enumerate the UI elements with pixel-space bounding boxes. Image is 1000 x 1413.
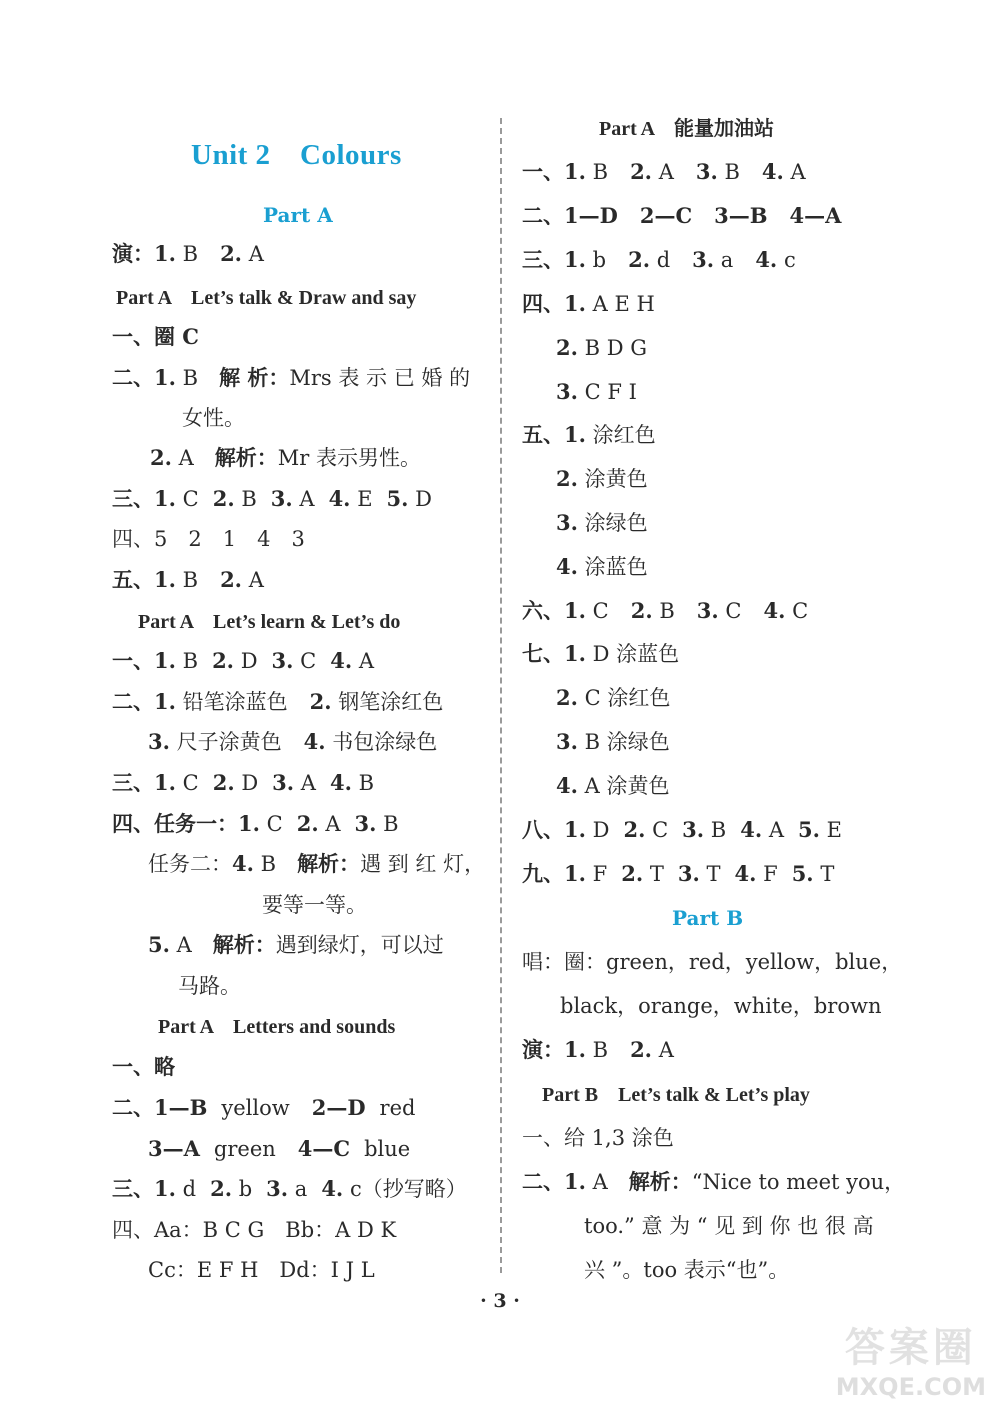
answer: 四、Aa：B C G Bb：A D K	[112, 1218, 397, 1242]
item-number: 1.	[154, 567, 176, 592]
item-number: 4.	[232, 851, 254, 876]
answer-line	[556, 728, 670, 756]
answer-line	[148, 850, 485, 878]
answer: 涂黄色	[584, 467, 648, 491]
item-number: 3.	[556, 379, 578, 404]
item-label: 一、	[112, 648, 154, 673]
answer: b	[238, 1177, 253, 1201]
answer: d	[182, 1177, 197, 1201]
item-number: 1.	[154, 486, 176, 511]
answer: green	[213, 1137, 276, 1161]
item-number: 2.	[621, 861, 644, 886]
answer-line	[112, 485, 432, 513]
item-label: 三、	[522, 247, 564, 272]
answer-line	[522, 860, 834, 888]
item-label: 三、	[112, 486, 154, 511]
section-heading: Part A 能量加油站	[599, 118, 774, 140]
item-label: 七、	[522, 641, 564, 666]
answer-line	[556, 684, 670, 712]
item-number: 2.	[210, 1176, 233, 1201]
analysis-text: 遇 到 红 灯，	[360, 852, 486, 876]
item-number: 4.	[740, 817, 763, 842]
answer: D	[240, 649, 258, 673]
answer: A	[248, 568, 264, 592]
item-number: 1.	[154, 770, 176, 795]
answer-line	[148, 931, 444, 959]
item-number: 1.	[154, 365, 176, 390]
answer-line	[112, 323, 199, 351]
answer: 3—B	[714, 203, 768, 228]
item-number: 4.	[763, 598, 786, 623]
answer: F	[592, 862, 608, 886]
answer: C F I	[584, 380, 637, 404]
answer-line-cont: 女性。	[182, 406, 245, 430]
item-number: 1.	[564, 641, 586, 666]
item-label: 一、	[522, 159, 564, 184]
item-number: 3.	[148, 729, 170, 754]
answer-line	[112, 566, 264, 594]
item-number: 4.	[755, 247, 778, 272]
answer: 四、5 2 1 4 3	[112, 527, 305, 551]
item-label: 四、	[522, 291, 564, 316]
answer: C	[592, 599, 609, 623]
part-a-heading: Part A	[263, 203, 333, 227]
answer-line	[522, 948, 902, 976]
analysis-text: Mrs 表 示 已 婚 的	[289, 366, 471, 390]
item-label: 五、	[522, 422, 564, 447]
watermark-logo	[836, 1316, 986, 1401]
item-number: 3.	[556, 510, 578, 535]
item-label: 三、	[112, 1176, 154, 1201]
part-b-heading: Part B	[672, 906, 744, 930]
item-number: 2.	[150, 445, 172, 470]
item-number: 3.	[677, 861, 700, 886]
answer: C	[725, 599, 742, 623]
item-label: 二、	[522, 203, 564, 228]
answer-line	[112, 769, 374, 797]
answer-line	[112, 1053, 175, 1081]
answer: A	[178, 446, 215, 470]
answer: A	[300, 771, 316, 795]
item-number: 4.	[556, 554, 578, 579]
answer: a	[720, 248, 734, 272]
item-label: 九、	[522, 861, 564, 886]
answer-line-cont: 马路。	[178, 974, 241, 998]
answer: C	[266, 812, 283, 836]
answer: B	[182, 568, 199, 592]
answer-line	[112, 525, 305, 553]
answer-line	[556, 772, 669, 800]
answer: A	[658, 1038, 674, 1062]
item-number: 2.	[309, 689, 332, 714]
item-label: 三、	[112, 770, 154, 795]
answer: 一、圈 C	[112, 324, 200, 349]
analysis-label: 解析：	[628, 1169, 692, 1194]
item-number: 2.	[220, 241, 242, 266]
item-number: 2.	[556, 466, 578, 491]
answer: A	[358, 649, 375, 673]
answer-line	[522, 640, 679, 668]
item-number: 1.	[154, 1176, 176, 1201]
item-number: 1.	[154, 689, 176, 714]
answer-line	[522, 290, 655, 318]
item-number: 4.	[556, 773, 578, 798]
item-number: 4.	[328, 486, 351, 511]
item-number: 2.	[630, 598, 653, 623]
unit-title: Unit 2 Colours	[191, 139, 402, 171]
item-label: 二、	[112, 689, 154, 714]
item-number: 2.	[296, 811, 319, 836]
answer: red	[379, 1096, 416, 1120]
answer-line	[522, 1036, 674, 1064]
answer-line	[112, 1216, 396, 1244]
answer-line	[112, 647, 374, 675]
answer: 钢笔涂红色	[338, 690, 444, 714]
answer: T	[820, 862, 835, 886]
answer: 2—C	[639, 203, 693, 228]
answer-line	[556, 465, 648, 493]
analysis-label: 解析：	[212, 932, 276, 957]
item-number: 3.	[272, 770, 295, 795]
item-number: 2.	[212, 770, 235, 795]
answer: a	[294, 1177, 308, 1201]
item-number: 4.	[321, 1176, 344, 1201]
section-heading: Part A Let’s learn & Let’s do	[138, 611, 401, 633]
answer-line	[148, 1135, 410, 1163]
answer: C 涂红色	[584, 686, 671, 710]
item-number: 1.	[564, 1169, 586, 1194]
answer: yellow	[221, 1096, 290, 1120]
answer: A	[768, 818, 785, 842]
item-number: 3.	[682, 817, 705, 842]
answer: 铅笔涂蓝色	[182, 690, 288, 714]
answer-line-cont: 兴 ”。too 表示“也”。	[584, 1258, 790, 1282]
item-number: 3.	[270, 486, 293, 511]
answer-line	[148, 728, 437, 756]
answer: 1—D	[564, 203, 618, 228]
analysis-label: 解析：	[214, 445, 278, 470]
answer-line	[522, 246, 796, 274]
page-number: · 3 ·	[480, 1290, 520, 1312]
answer-line	[522, 597, 808, 625]
item-label: 二、	[112, 1095, 154, 1120]
answer: B	[182, 366, 220, 390]
answer: b	[592, 248, 607, 272]
item-label: 任务二：	[148, 852, 232, 876]
analysis-label: 解析：	[297, 851, 361, 876]
answer: A	[592, 1170, 629, 1194]
answer: B	[383, 812, 399, 836]
answer: B	[241, 487, 257, 511]
item-number: 1.	[154, 648, 176, 673]
answer: B	[592, 160, 609, 184]
answer: 4—A	[789, 203, 842, 228]
item-number: 2.	[212, 648, 234, 673]
answer: c（抄写略）	[349, 1177, 467, 1201]
item-number: 3.	[266, 1176, 289, 1201]
section-heading: Part A Let’s talk & Draw and say	[116, 287, 417, 309]
item-number: 2.	[630, 1037, 652, 1062]
answer: 一、给 1,3 涂色	[522, 1126, 674, 1150]
answer: C	[652, 818, 669, 842]
item-number: 1.	[154, 241, 176, 266]
answer: B	[592, 1038, 609, 1062]
analysis-text: “Nice to meet you，	[691, 1170, 906, 1194]
answer-line	[522, 1168, 905, 1196]
answer-line	[522, 202, 841, 230]
answer: 一、略	[112, 1054, 175, 1079]
item-number: 3.	[354, 811, 377, 836]
item-number: 5.	[386, 486, 409, 511]
answer: C	[182, 771, 199, 795]
answer: T	[649, 862, 664, 886]
answer: T	[706, 862, 721, 886]
item-number: 3.	[271, 648, 294, 673]
answer: d	[656, 248, 671, 272]
section-heading: Part A Letters and sounds	[158, 1016, 396, 1038]
item-number: 1.	[564, 422, 586, 447]
answer-line	[556, 378, 637, 406]
answer-line	[112, 688, 443, 716]
answer-line	[560, 992, 881, 1020]
answer: D	[241, 771, 259, 795]
answer: c	[783, 248, 796, 272]
item-label: 四、任务一：	[112, 811, 238, 836]
answer-line	[112, 1094, 415, 1122]
item-number: 4.	[734, 861, 757, 886]
answer: B	[182, 242, 199, 266]
item-number: 1—B	[154, 1095, 208, 1120]
item-number: 1.	[564, 1037, 586, 1062]
answer: Cc：E F H Dd：I J L	[148, 1258, 375, 1282]
item-number: 2.	[212, 486, 235, 511]
item-number: 1.	[564, 598, 586, 623]
answer: A	[248, 242, 264, 266]
answer: D 涂蓝色	[592, 642, 680, 666]
item-number: 5.	[148, 932, 170, 957]
answer-line-cont: too.” 意 为 “ 见 到 你 也 很 高	[584, 1214, 874, 1238]
answer: 书包涂绿色	[332, 730, 438, 754]
item-number: 2—D	[311, 1095, 366, 1120]
watermark-url: MXQE.COM	[835, 1373, 986, 1401]
answer-line	[112, 810, 399, 838]
answer: C	[182, 487, 199, 511]
item-number: 2.	[628, 247, 651, 272]
answer-line	[112, 240, 264, 268]
answer-line	[522, 421, 656, 449]
answer: B	[182, 649, 199, 673]
answer-line	[522, 816, 842, 844]
item-number: 3.	[556, 729, 578, 754]
answer: A	[658, 160, 674, 184]
answer-line-cont: 要等一等。	[262, 893, 367, 917]
watermark-text: 答案圈	[844, 1325, 977, 1371]
item-number: 4—C	[297, 1136, 351, 1161]
item-label: 六、	[522, 598, 564, 623]
answer-line	[522, 1124, 674, 1152]
item-label: 演：	[112, 241, 154, 266]
item-number: 4.	[761, 159, 784, 184]
answer: D	[415, 487, 432, 511]
answer-line	[150, 444, 421, 472]
item-number: 3—A	[148, 1136, 200, 1161]
item-label: 演：	[522, 1037, 564, 1062]
answer: E	[357, 487, 373, 511]
item-number: 2.	[556, 685, 578, 710]
item-number: 5.	[798, 817, 820, 842]
answer: C	[792, 599, 809, 623]
item-number: 1.	[564, 247, 586, 272]
answer-line	[556, 334, 647, 362]
answer: 涂红色	[592, 423, 656, 447]
item-number: 1.	[564, 861, 586, 886]
answer: B 涂绿色	[584, 730, 670, 754]
answer: E	[826, 818, 842, 842]
item-number: 3.	[692, 247, 715, 272]
answer-line	[522, 158, 806, 186]
item-label: 八、	[522, 817, 564, 842]
answer: 尺子涂黄色	[176, 730, 282, 754]
answer: black，orange，white，brown	[560, 994, 882, 1018]
answer: C	[300, 649, 317, 673]
answer: A	[299, 487, 315, 511]
item-label: 二、	[522, 1169, 564, 1194]
analysis-text: 遇到绿灯，可以过	[275, 933, 444, 957]
answer: F	[763, 862, 778, 886]
answer: 唱：圈：green，red，yellow，blue，	[522, 950, 903, 974]
item-number: 5.	[791, 861, 814, 886]
item-number: 4.	[329, 770, 352, 795]
answer: A 涂黄色	[584, 774, 670, 798]
item-number: 2.	[220, 567, 242, 592]
item-number: 2.	[556, 335, 578, 360]
item-number: 1.	[564, 159, 586, 184]
answer-line	[112, 364, 470, 392]
item-label: 二、	[112, 365, 154, 390]
answer: D	[592, 818, 610, 842]
item-number: 1.	[238, 811, 260, 836]
item-number: 2.	[623, 817, 646, 842]
answer: B	[358, 771, 375, 795]
column-divider	[500, 118, 502, 1273]
answer: 涂蓝色	[584, 555, 648, 579]
section-heading: Part B Let’s talk & Let’s play	[542, 1084, 810, 1106]
item-number: 3.	[695, 159, 718, 184]
answer: A	[176, 933, 213, 957]
answer-line	[148, 1256, 375, 1284]
answer: blue	[364, 1137, 411, 1161]
answer: A	[325, 812, 341, 836]
answer: A E H	[592, 292, 655, 316]
item-number: 1.	[564, 291, 586, 316]
item-number: 4.	[330, 648, 353, 673]
item-number: 4.	[303, 729, 326, 754]
answer-line	[556, 509, 648, 537]
answer: A	[790, 160, 806, 184]
answer-line	[112, 1175, 467, 1203]
answer: B	[659, 599, 675, 623]
answer: B	[710, 818, 727, 842]
analysis-label: 解 析：	[219, 365, 290, 390]
answer-line	[556, 553, 648, 581]
item-label: 五、	[112, 567, 154, 592]
analysis-text: Mr 表示男性。	[277, 446, 422, 470]
answer: B D G	[584, 336, 648, 360]
item-number: 1.	[564, 817, 586, 842]
answer: 涂绿色	[584, 511, 648, 535]
answer: B	[260, 852, 298, 876]
item-number: 2.	[630, 159, 652, 184]
answer: B	[724, 160, 740, 184]
item-number: 3.	[696, 598, 719, 623]
